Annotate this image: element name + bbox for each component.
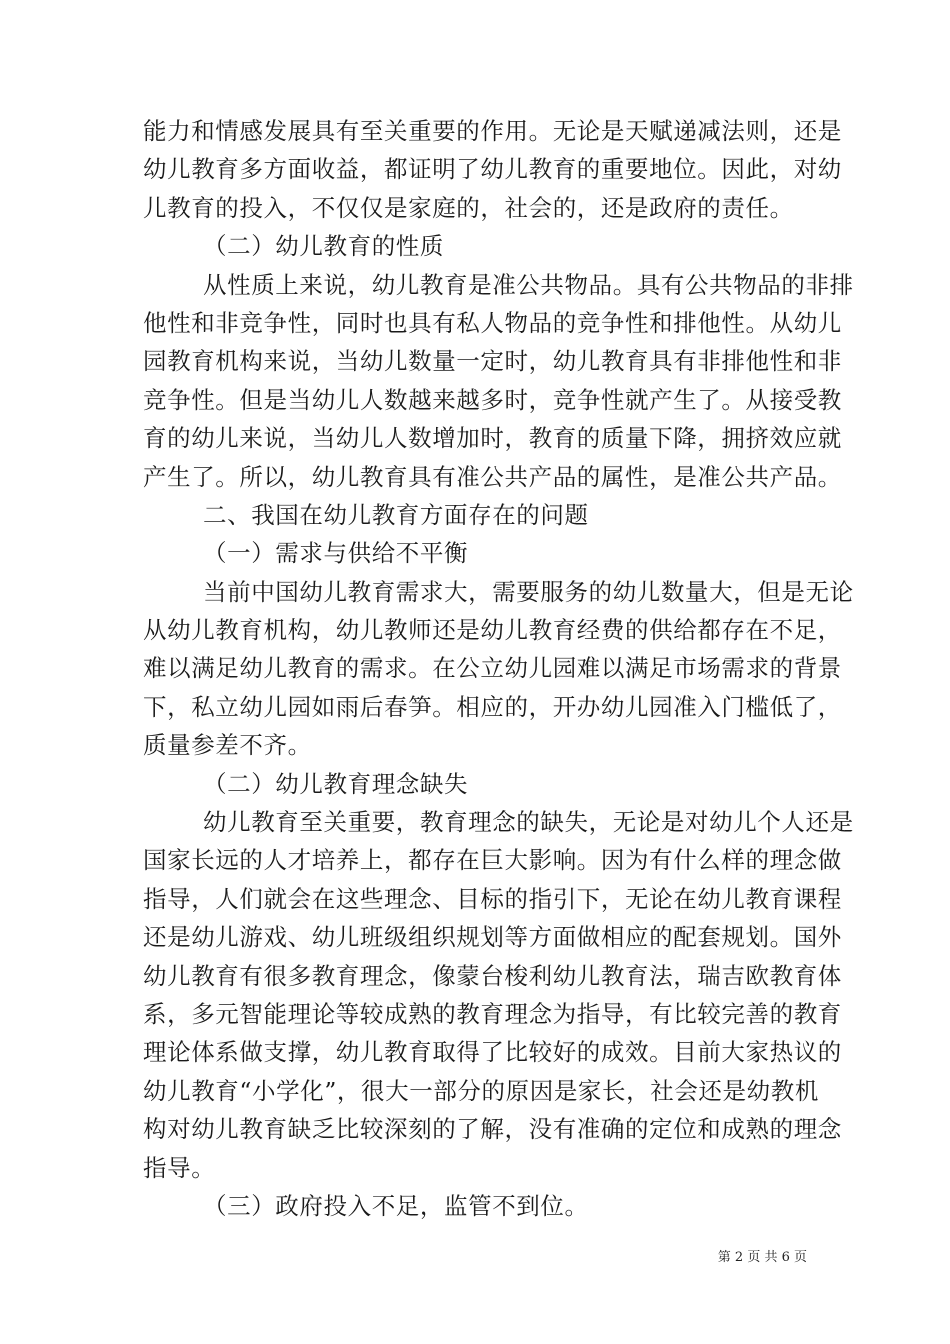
text-line: 系，多元智能理论等较成熟的教育理念为指导，有比较完善的教育: [143, 999, 842, 1028]
text-line: 幼儿教育有很多教育理念，像蒙台梭利幼儿教育法，瑞吉欧教育体: [143, 961, 842, 990]
text-line: 质量参差不齐。: [143, 731, 312, 760]
text-line: 产生了。所以，幼儿教育具有准公共产品的属性，是准公共产品。: [143, 462, 842, 491]
text-line: 指导。: [143, 1153, 216, 1182]
text-line: 幼儿教育“小学化”，很大一部分的原因是家长，社会还是幼教机: [143, 1076, 819, 1105]
text-line: 国家长远的人才培养上，都存在巨大影响。因为有什么样的理念做: [143, 846, 842, 875]
text-line: 儿教育的投入，不仅仅是家庭的，社会的，还是政府的责任。: [143, 193, 794, 222]
text-line: 幼儿教育多方面收益，都证明了幼儿教育的重要地位。因此，对幼: [143, 155, 842, 184]
text-line: 从性质上来说，幼儿教育是准公共物品。具有公共物品的非排: [203, 270, 854, 299]
text-line: 育的幼儿来说，当幼儿人数增加时，教育的质量下降，拥挤效应就: [143, 424, 842, 453]
text-line: 构对幼儿教育缺乏比较深刻的了解，没有准确的定位和成熟的理念: [143, 1115, 842, 1144]
text-line: 指导，人们就会在这些理念、目标的指引下，无论在幼儿教育课程: [143, 884, 842, 913]
text-line: 理论体系做支撑，幼儿教育取得了比较好的成效。目前大家热议的: [143, 1038, 842, 1067]
text-line: 竞争性。但是当幼儿人数越来越多时，竞争性就产生了。从接受教: [143, 385, 842, 414]
text-line: 园教育机构来说，当幼儿数量一定时，幼儿教育具有非排他性和非: [143, 347, 842, 376]
text-line: 二、我国在幼儿教育方面存在的问题: [203, 500, 589, 529]
text-line: （二）幼儿教育的性质: [203, 232, 444, 261]
body-text: [143, 112, 854, 1225]
text-line: 从幼儿教育机构，幼儿教师还是幼儿教育经费的供给都存在不足，: [143, 616, 842, 645]
text-line: （三）政府投入不足，监管不到位。: [203, 1191, 589, 1220]
text-line: 下，私立幼儿园如雨后春笋。相应的，开办幼儿园准入门槛低了，: [143, 692, 842, 721]
page-number: 第 2 页 共 6 页: [717, 1250, 807, 1265]
text-line: 幼儿教育至关重要，教育理念的缺失，无论是对幼儿个人还是: [203, 808, 854, 837]
text-line: （一）需求与供给不平衡: [203, 539, 469, 568]
text-line: 当前中国幼儿教育需求大，需要服务的幼儿数量大，但是无论: [203, 577, 854, 606]
text-line: 还是幼儿游戏、幼儿班级组织规划等方面做相应的配套规划。国外: [143, 923, 842, 952]
text-line: 能力和情感发展具有至关重要的作用。无论是天赋递减法则，还是: [143, 117, 842, 145]
text-line: 难以满足幼儿教育的需求。在公立幼儿园难以满足市场需求的背景: [143, 654, 842, 683]
text-line: （二）幼儿教育理念缺失: [203, 769, 469, 798]
text-line: 他性和非竞争性，同时也具有私人物品的竞争性和排他性。从幼儿: [143, 308, 842, 337]
